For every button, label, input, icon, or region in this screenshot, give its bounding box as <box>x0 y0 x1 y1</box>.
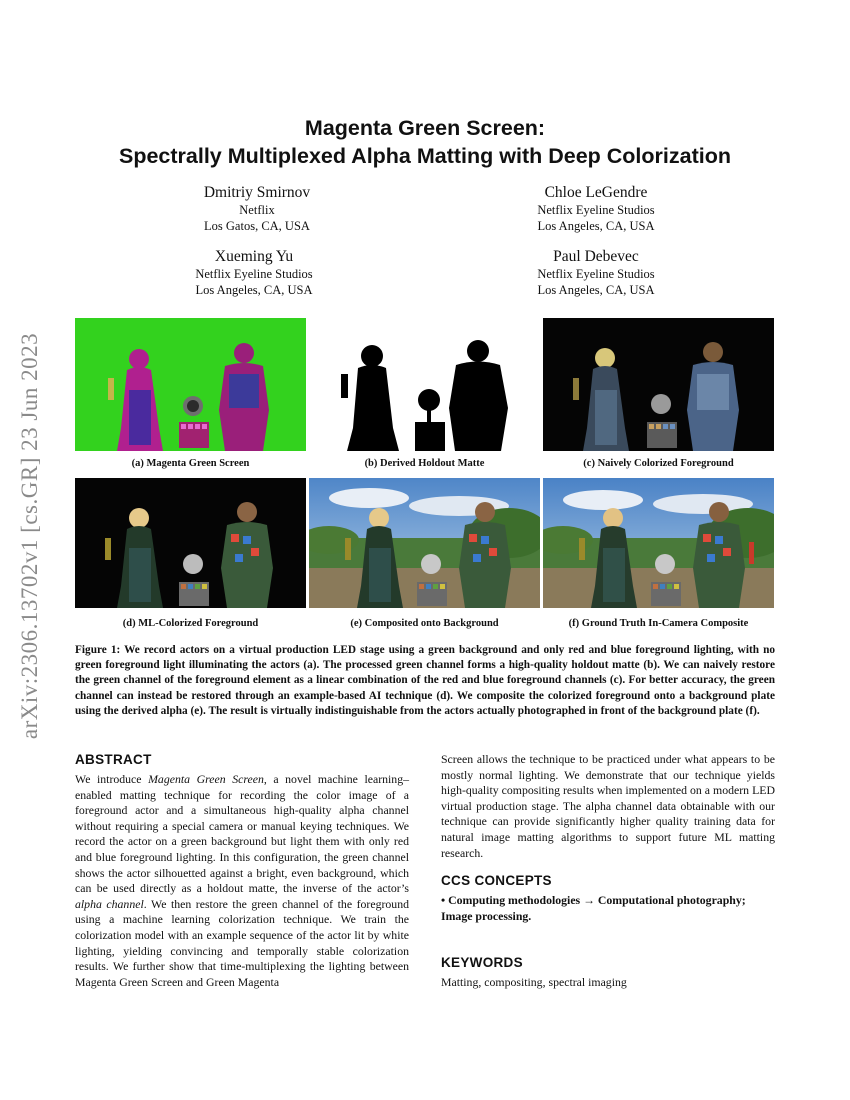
keywords-heading: KEYWORDS <box>441 955 523 970</box>
subfigure-a-caption: (a) Magenta Green Screen <box>131 458 250 469</box>
author-name: Paul Debevec <box>553 248 639 265</box>
subfigure-c-image <box>543 318 774 451</box>
author-affiliation: Netflix Eyeline Studios <box>537 203 655 217</box>
abstract-left-column <box>75 772 409 990</box>
author-block <box>127 183 387 234</box>
author-block <box>466 183 726 234</box>
author-name: Chloe LeGendre <box>544 184 648 201</box>
paper-title-line2: Spectrally Multiplexed Alpha Matting with Deep Colorization <box>118 144 731 168</box>
abstract-heading: ABSTRACT <box>75 752 152 767</box>
subfigure-b-image <box>309 318 540 451</box>
abstract-right-column: Screen allows the technique to be practiced under what appears to be mostly normal lighting. We demonstrate that our technique yields high-quality compositing results when implemented on a modern LED virtual production stage. The alpha channel data obtainable with our technique can provide significantly higher quality training data for natural image matting algorithms to support future ML matting research. <box>441 752 775 860</box>
author-block <box>466 247 726 298</box>
ccs-heading: CCS CONCEPTS <box>441 873 552 888</box>
author-affiliation: Netflix <box>239 203 275 217</box>
abstract-text: We introduce <box>75 772 149 786</box>
subfigure-b-caption: (b) Derived Holdout Matte <box>364 458 485 469</box>
abstract-emphasis: Magenta Green Screen <box>148 772 264 786</box>
author-location: Los Gatos, CA, USA <box>204 219 310 233</box>
abstract-emphasis: alpha channel <box>75 896 144 911</box>
author-affiliation: Netflix Eyeline Studios <box>537 267 655 281</box>
subfigure-f-image <box>543 478 774 608</box>
subfigure-e-image <box>309 478 540 608</box>
author-block <box>124 247 384 298</box>
abstract-text: , a novel machine learning–enabled matting technique for recording the color image of a foreground actor and a simultaneous high-quality alpha channel without requiring a special camera or manual keying techniques. We record the actor on a green background but light them with only red and blue foreground lighting. In this configuration, the green channel shows the actor silhouetted against a bright, even background, which can be used directly as a holdout matte, the inverse of the actor’s <box>75 772 409 896</box>
subfigure-d-image <box>75 478 306 608</box>
author-name: Xueming Yu <box>214 248 294 265</box>
author-name: Dmitriy Smirnov <box>203 184 311 201</box>
subfigure-a-image <box>75 318 306 451</box>
paper-title-line1: Magenta Green Screen: <box>304 116 546 140</box>
keywords-text: Matting, compositing, spectral imaging <box>441 975 627 989</box>
subfigure-c-caption: (c) Naively Colorized Foreground <box>583 458 734 469</box>
arxiv-id: arXiv:2306.13702v1 [cs.GR] 23 Jun 2023 <box>17 332 42 740</box>
abstract-text: . We then restore the green channel of the foreground using a machine learning colorization technique. We train the colorization model with an example sequence of the actor lit by white lighting, yielding convincing and temporally stable colorization results. We further show that time-multiplexing the lighting between Magenta Green Screen and Green Magenta <box>75 896 409 989</box>
author-location: Los Angeles, CA, USA <box>537 219 655 233</box>
ccs-concepts-text: • Computing methodologies → Computational photography; Image processing. <box>441 893 746 923</box>
author-location: Los Angeles, CA, USA <box>195 283 313 297</box>
subfigure-e-caption: (e) Composited onto Background <box>350 618 499 629</box>
author-affiliation: Netflix Eyeline Studios <box>195 267 313 281</box>
subfigure-d-caption: (d) ML-Colorized Foreground <box>122 618 259 629</box>
arxiv-stamp <box>10 296 50 776</box>
subfigure-f-caption: (f) Ground Truth In-Camera Composite <box>568 618 749 629</box>
author-location: Los Angeles, CA, USA <box>537 283 655 297</box>
figure-caption: Figure 1: We record actors on a virtual production LED stage using a green background and only red and blue foreground lighting, with no green foreground light illuminating the actors (a). The processed green channel forms a high-quality holdout matte (b). We can naively restore the green channel of the foreground element as a linear combination of the red and blue foreground channels (c). For better accuracy, the green channel can instead be restored through an example-based AI technique (d). We composite the colorized foreground onto a background plate using the derived alpha (e). The result is virtually indistinguishable from the actors actually photographed in front of the background plate (f). <box>75 644 775 717</box>
